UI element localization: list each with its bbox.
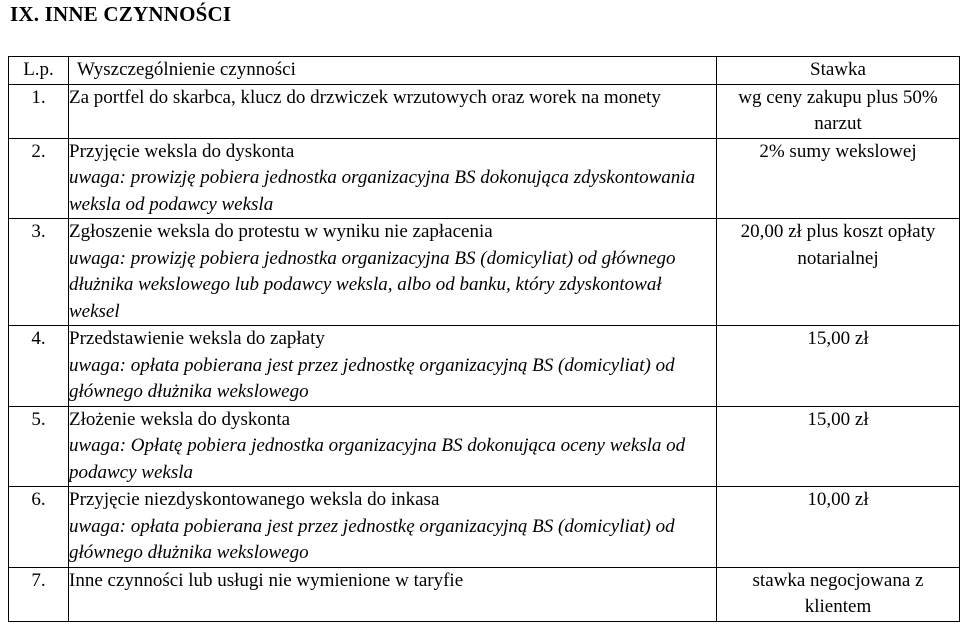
table-row xyxy=(9,138,960,219)
row-description xyxy=(69,487,717,568)
table-row xyxy=(9,326,960,407)
row-number: 2. xyxy=(9,138,69,219)
row-description-text: Przyjęcie weksla do dyskonta xyxy=(69,140,295,162)
row-rate: 20,00 zł plus koszt opłaty notarialnej xyxy=(717,219,960,326)
row-description-text: Przyjęcie niezdyskontowanego weksla do inkasa xyxy=(69,489,440,510)
header-lp: L.p. xyxy=(9,57,69,85)
table-row xyxy=(9,487,960,568)
row-description xyxy=(69,567,717,621)
row-note xyxy=(69,167,695,215)
note-label: uwaga xyxy=(69,435,120,456)
row-note xyxy=(69,248,676,322)
row-description-text: Przedstawienie weksla do zapłaty xyxy=(69,328,325,349)
row-rate: 2% sumy wekslowej xyxy=(717,138,960,219)
row-number: 1. xyxy=(9,84,69,138)
row-note xyxy=(69,355,675,403)
table-row xyxy=(9,567,960,621)
row-description-text: Zgłoszenie weksla do protestu w wyniku nie zapłacenia xyxy=(69,221,493,242)
note-label: uwaga: xyxy=(69,515,126,537)
row-note xyxy=(69,516,675,564)
row-number: 4. xyxy=(9,326,69,407)
table-row xyxy=(9,84,960,138)
note-label: uwaga: xyxy=(69,247,126,269)
note-label: uwaga: xyxy=(69,354,126,376)
row-description xyxy=(69,219,717,326)
row-number: 6. xyxy=(9,487,69,568)
row-description xyxy=(69,406,717,487)
row-number: 5. xyxy=(9,406,69,487)
row-rate: 10,00 zł xyxy=(717,487,960,568)
note-label: uwaga: xyxy=(69,167,126,188)
row-number: 7. xyxy=(9,567,69,621)
row-description-text: Złożenie weksla do dyskonta xyxy=(69,408,291,430)
note-text: : Opłatę pobiera jednostka organizacyjna BS dokonująca oceny weksla od podawcy weksla xyxy=(69,435,686,483)
row-description xyxy=(69,84,717,138)
table-row xyxy=(9,406,960,487)
row-rate: stawka negocjowana z klientem xyxy=(717,567,960,621)
row-rate: wg ceny zakupu plus 50% narzut xyxy=(717,84,960,138)
header-rate: Stawka xyxy=(717,57,960,85)
table-row xyxy=(9,219,960,326)
row-note xyxy=(69,435,685,483)
note-text: opłata pobierana jest przez jednostkę organizacyjną BS (domicyliat) od głównego dłużnika wekslowego xyxy=(69,354,675,402)
note-text: prowizję pobiera jednostka organizacyjna BS (domicyliat) od głównego dłużnika wekslowego lub podawcy weksla, albo od banku, który zdyskontował weksel xyxy=(69,247,676,322)
row-description xyxy=(69,138,717,219)
row-description-text: Za portfel do skarbca, klucz do drzwiczek wrzutowych oraz worek na monety xyxy=(69,86,661,108)
row-description xyxy=(69,326,717,407)
note-text: prowizję pobiera jednostka organizacyjna BS dokonująca zdyskontowania weksla od podawcy weksla xyxy=(69,167,696,215)
row-description-text: Inne czynności lub usługi nie wymienione w taryfie xyxy=(69,569,464,591)
table-header-row xyxy=(9,57,960,85)
row-rate: 15,00 zł xyxy=(717,326,960,407)
row-rate: 15,00 zł xyxy=(717,406,960,487)
note-text: opłata pobierana jest przez jednostkę organizacyjną BS (domicyliat) od głównego dłużnika wekslowego xyxy=(69,515,675,563)
row-number: 3. xyxy=(9,219,69,326)
fee-table xyxy=(8,56,960,622)
header-description: Wyszczególnienie czynności xyxy=(69,57,717,85)
section-title: IX. INNE CZYNNOŚCI xyxy=(10,2,232,26)
